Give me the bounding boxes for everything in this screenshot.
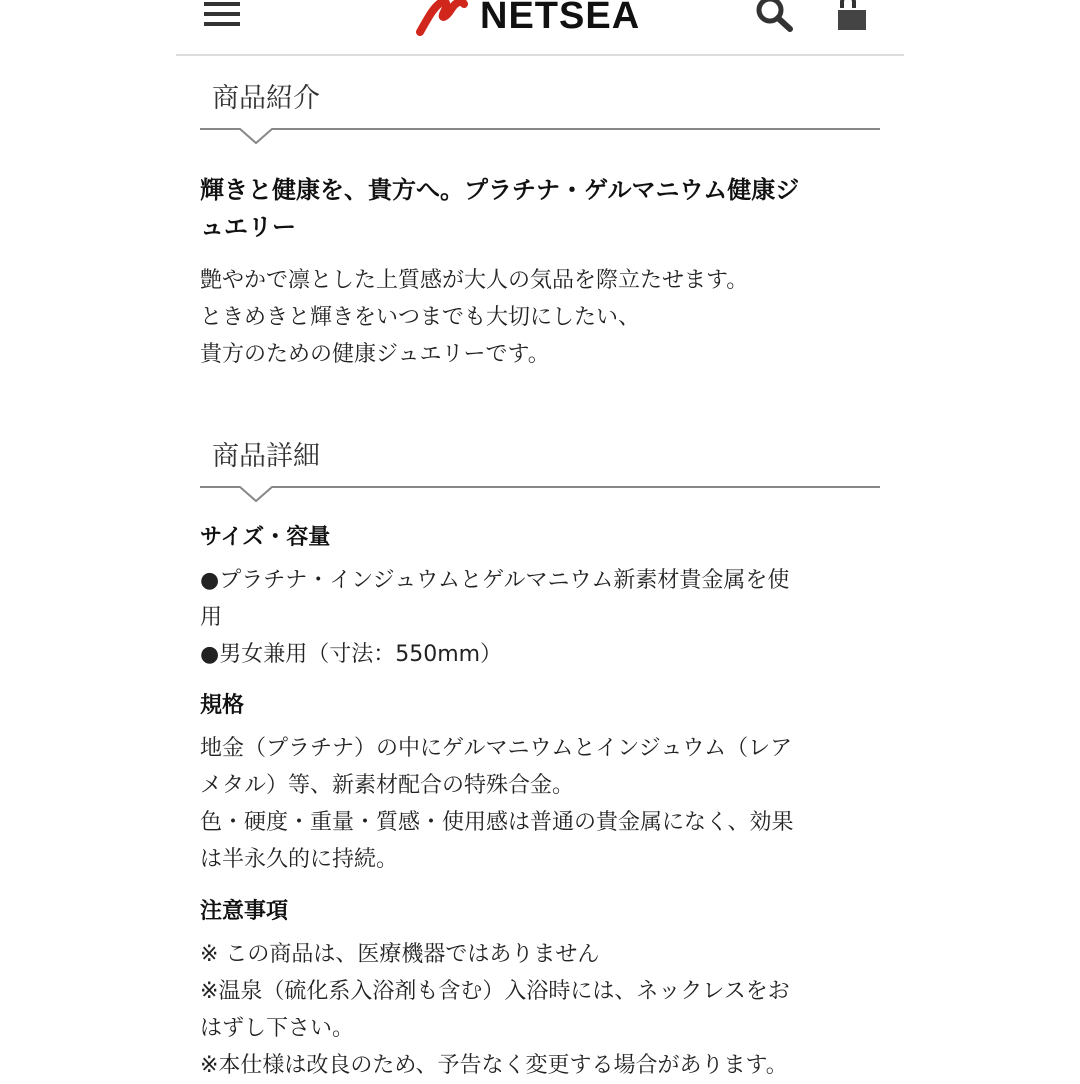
spec-line: 色・硬度・重量・質感・使用感は普通の貴金属になく、効果 [200, 810, 794, 835]
product-headline [200, 172, 870, 246]
size-line: ●プラチナ・インジュウムとゲルマニウム新素材貴金属を使 [200, 568, 790, 593]
note-line: はずし下さい。 [200, 1016, 355, 1041]
headline-line: 輝きと健康を、貴方へ。プラチナ・ゲルマニウム健康ジ [200, 176, 800, 204]
note-line: ※ この商品は、医療機器ではありません [200, 942, 600, 967]
spec-heading: 規格 [200, 693, 245, 718]
section-title: 商品紹介 [212, 83, 320, 114]
spec-line: 地金（プラチナ）の中にゲルマニウムとインジュウム（レア [200, 736, 793, 761]
heading-underline [200, 126, 880, 148]
note-line: ※温泉（硫化系入浴剤も含む）入浴時には、ネックレスをお [200, 979, 790, 1004]
product-page [176, 0, 904, 1080]
netsea-logo-mark-icon [416, 0, 468, 36]
logo-text: NETSEA [480, 0, 641, 37]
headline-line: ュエリー [200, 213, 296, 241]
size-line: 用 [200, 605, 223, 630]
netsea-logo[interactable] [416, 0, 640, 38]
spec-line: は半永久的に持続。 [200, 847, 399, 872]
intro-line: 艶やかで凛とした上質感が大人の気品を際立たせます。 [200, 268, 749, 293]
intro-line: 貴方のための健康ジュエリーです。 [200, 342, 550, 367]
size-list [200, 562, 890, 673]
spec-paragraph [200, 730, 890, 878]
spec-line: メタル）等、新素材配合の特殊合金。 [200, 773, 575, 798]
size-line: ●男女兼用（寸法：550mm） [200, 642, 503, 667]
notes-heading: 注意事項 [200, 899, 289, 924]
hamburger-menu-icon[interactable] [204, 0, 240, 30]
intro-line: ときめきと輝きをいつまでも大切にしたい、 [200, 305, 641, 330]
size-heading: サイズ・容量 [200, 525, 331, 550]
cart-icon[interactable] [834, 0, 870, 32]
note-line: ※本仕様は改良のため、予告なく変更する場合があります。 [200, 1053, 788, 1078]
heading-underline [200, 484, 880, 506]
notes-list [200, 936, 890, 1084]
search-icon[interactable] [754, 0, 794, 32]
site-header [176, 0, 904, 56]
section-title: 商品詳細 [212, 441, 320, 472]
intro-paragraph [200, 262, 890, 373]
